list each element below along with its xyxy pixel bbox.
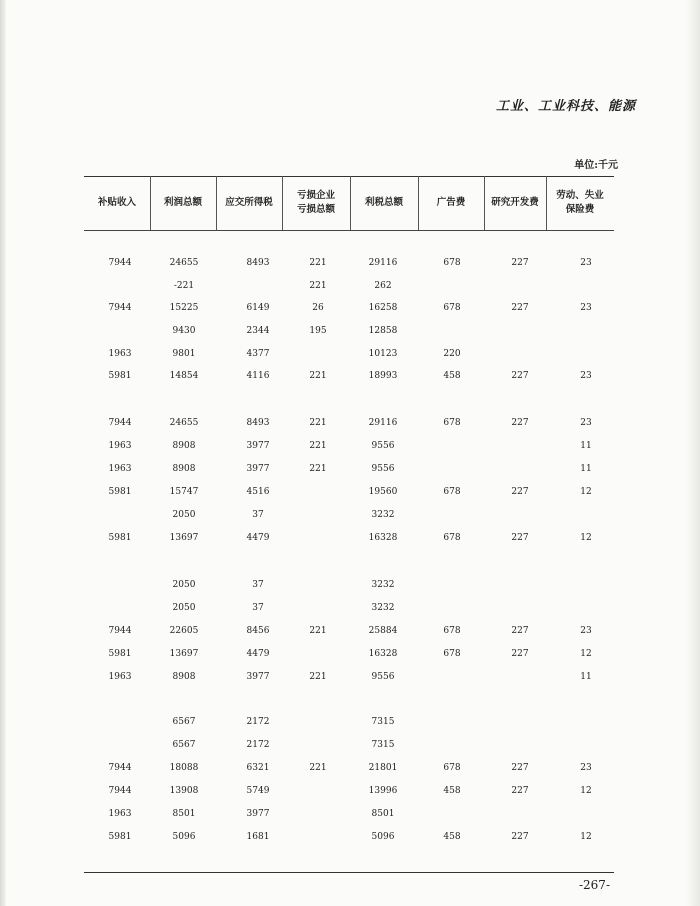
- table-cell: 23: [580, 371, 592, 381]
- column-divider: [546, 176, 547, 230]
- table-cell: 227: [511, 649, 529, 659]
- table-cell: 262: [374, 281, 392, 291]
- table-cell: 22605: [169, 626, 199, 636]
- table-cell: 6321: [246, 763, 270, 773]
- table-cell: 227: [511, 533, 529, 543]
- table-cell: 23: [580, 303, 592, 313]
- table-cell: 19560: [368, 487, 398, 497]
- table-cell: 678: [443, 533, 461, 543]
- column-divider: [418, 176, 419, 230]
- table-cell: 5981: [108, 371, 132, 381]
- table-cell: 37: [252, 580, 264, 590]
- scan-edge-right: [686, 0, 700, 906]
- column-header: 劳动、失业 保险费: [556, 190, 604, 215]
- table-cell: 18993: [368, 371, 398, 381]
- table-cell: 24655: [169, 418, 199, 428]
- table-row: [84, 717, 614, 733]
- table-cell: 4479: [246, 533, 270, 543]
- table-cell: 227: [511, 258, 529, 268]
- table-cell: 9556: [371, 441, 395, 451]
- table-cell: 37: [252, 510, 264, 520]
- table-cell: 3232: [371, 603, 395, 613]
- table-cell: 1963: [108, 809, 132, 819]
- table-cell: 15225: [169, 303, 199, 313]
- table-row: [84, 326, 614, 342]
- table-cell: 458: [443, 371, 461, 381]
- table-cell: 10123: [368, 349, 398, 359]
- table-cell: 3977: [246, 672, 270, 682]
- table-cell: 678: [443, 487, 461, 497]
- table-cell: 221: [309, 418, 327, 428]
- table-cell: 11: [580, 672, 592, 682]
- table-cell: 1963: [108, 464, 132, 474]
- table-cell: 29116: [368, 258, 398, 268]
- table-cell: 221: [309, 626, 327, 636]
- table-cell: 12: [580, 487, 592, 497]
- table-cell: 220: [443, 349, 461, 359]
- table-cell: 8908: [172, 672, 196, 682]
- table-cell: 12: [580, 649, 592, 659]
- table-cell: 3977: [246, 441, 270, 451]
- table-cell: 14854: [169, 371, 199, 381]
- table-cell: 6567: [172, 717, 196, 727]
- table-cell: 12: [580, 832, 592, 842]
- table-cell: 7315: [371, 740, 395, 750]
- table-cell: 195: [309, 326, 327, 336]
- table-cell: 6567: [172, 740, 196, 750]
- table-cell: 7944: [108, 626, 132, 636]
- table-cell: 4516: [246, 487, 270, 497]
- table-cell: 1963: [108, 672, 132, 682]
- table-cell: 37: [252, 603, 264, 613]
- table-row: [84, 464, 614, 480]
- table-cell: 11: [580, 464, 592, 474]
- table-cell: 221: [309, 258, 327, 268]
- column-header: 利税总额: [364, 197, 403, 209]
- table-cell: 227: [511, 303, 529, 313]
- table-cell: 5981: [108, 832, 132, 842]
- table-cell: 4377: [246, 349, 270, 359]
- table-cell: 1681: [246, 832, 270, 842]
- table-cell: 221: [309, 441, 327, 451]
- table-cell: 3977: [246, 464, 270, 474]
- column-divider: [484, 176, 485, 230]
- table-cell: 458: [443, 786, 461, 796]
- table-cell: 8493: [246, 418, 270, 428]
- table-cell: 3232: [371, 510, 395, 520]
- table-cell: 5096: [172, 832, 196, 842]
- table-cell: 13697: [169, 533, 199, 543]
- table-cell: 2344: [246, 326, 270, 336]
- unit-label: 单位:千元: [574, 160, 618, 171]
- table-row: [84, 303, 614, 319]
- table-cell: 5096: [371, 832, 395, 842]
- table-cell: 7944: [108, 258, 132, 268]
- table-cell: 8501: [172, 809, 196, 819]
- table-cell: 3977: [246, 809, 270, 819]
- table-cell: 5981: [108, 487, 132, 497]
- table-cell: 4116: [246, 371, 270, 381]
- table-row: [84, 809, 614, 825]
- table-cell: 458: [443, 832, 461, 842]
- table-header-rule: [84, 230, 614, 231]
- column-header: 利润总额: [163, 197, 202, 209]
- table-cell: 1963: [108, 441, 132, 451]
- table-cell: 13697: [169, 649, 199, 659]
- table-cell: 221: [309, 281, 327, 291]
- table-cell: 221: [309, 371, 327, 381]
- table-cell: 12: [580, 533, 592, 543]
- table-cell: 23: [580, 418, 592, 428]
- table-cell: 1963: [108, 349, 132, 359]
- table-row: [84, 763, 614, 779]
- table-cell: 7944: [108, 763, 132, 773]
- table-cell: 678: [443, 303, 461, 313]
- table-row: [84, 626, 614, 642]
- table-cell: 221: [309, 672, 327, 682]
- table-cell: 13908: [169, 786, 199, 796]
- table-cell: 678: [443, 763, 461, 773]
- table-cell: 9556: [371, 464, 395, 474]
- table-cell: 227: [511, 832, 529, 842]
- table-row: [84, 649, 614, 665]
- table-cell: 8493: [246, 258, 270, 268]
- table-cell: 5981: [108, 649, 132, 659]
- table-row: [84, 441, 614, 457]
- table-cell: 3232: [371, 580, 395, 590]
- table-cell: 7315: [371, 717, 395, 727]
- table-row: [84, 418, 614, 434]
- table-cell: 227: [511, 418, 529, 428]
- page-bottom-rule: [84, 872, 614, 873]
- table-cell: 227: [511, 763, 529, 773]
- table-cell: 12858: [368, 326, 398, 336]
- table-cell: 9801: [172, 349, 196, 359]
- table-row: [84, 740, 614, 756]
- table-cell: 25884: [368, 626, 398, 636]
- table-row: [84, 533, 614, 549]
- column-divider: [150, 176, 151, 230]
- table-cell: 227: [511, 371, 529, 381]
- table-cell: 8908: [172, 464, 196, 474]
- table-cell: 2172: [246, 717, 270, 727]
- table-cell: 678: [443, 258, 461, 268]
- table-row: [84, 580, 614, 596]
- table-cell: 678: [443, 626, 461, 636]
- column-header: 广告费: [436, 197, 466, 209]
- table-cell: 15747: [169, 487, 199, 497]
- table-cell: 26: [312, 303, 324, 313]
- running-header: 工业、工业科技、能源: [495, 99, 636, 114]
- table-cell: 227: [511, 487, 529, 497]
- table-cell: 8456: [246, 626, 270, 636]
- column-header: 应交所得税: [225, 197, 273, 209]
- table-cell: 5981: [108, 533, 132, 543]
- table-cell: 8501: [371, 809, 395, 819]
- table-row: [84, 487, 614, 503]
- table-row: [84, 371, 614, 387]
- table-cell: 678: [443, 649, 461, 659]
- table-row: [84, 281, 614, 297]
- table-cell: 16328: [368, 649, 398, 659]
- table-cell: 678: [443, 418, 461, 428]
- table-row: [84, 672, 614, 688]
- table-row: [84, 786, 614, 802]
- table-cell: 24655: [169, 258, 199, 268]
- page-number: -267-: [578, 878, 610, 892]
- table-cell: 221: [309, 464, 327, 474]
- table-cell: 29116: [368, 418, 398, 428]
- column-header: 亏损企业 亏损总额: [296, 190, 335, 215]
- table-cell: 23: [580, 626, 592, 636]
- table-cell: 23: [580, 763, 592, 773]
- table-cell: 9556: [371, 672, 395, 682]
- column-divider: [282, 176, 283, 230]
- table-cell: 18088: [169, 763, 199, 773]
- table-row: [84, 832, 614, 848]
- table-cell: 23: [580, 258, 592, 268]
- column-header: 补贴收入: [97, 197, 136, 209]
- table-row: [84, 349, 614, 365]
- column-divider: [216, 176, 217, 230]
- table-cell: 221: [309, 763, 327, 773]
- table-cell: 11: [580, 441, 592, 451]
- table-cell: 4479: [246, 649, 270, 659]
- table-cell: 5749: [246, 786, 270, 796]
- table-cell: 21801: [368, 763, 398, 773]
- table-cell: -221: [173, 281, 195, 291]
- table-cell: 227: [511, 626, 529, 636]
- table-cell: 2050: [172, 603, 196, 613]
- table-cell: 2050: [172, 580, 196, 590]
- table-cell: 13996: [368, 786, 398, 796]
- table-cell: 16328: [368, 533, 398, 543]
- table-cell: 16258: [368, 303, 398, 313]
- table-cell: 7944: [108, 303, 132, 313]
- table-cell: 227: [511, 786, 529, 796]
- table-cell: 9430: [172, 326, 196, 336]
- table-row: [84, 510, 614, 526]
- table-cell: 2172: [246, 740, 270, 750]
- column-divider: [350, 176, 351, 230]
- table-cell: 8908: [172, 441, 196, 451]
- table-cell: 6149: [246, 303, 270, 313]
- table-row: [84, 603, 614, 619]
- table-cell: 7944: [108, 786, 132, 796]
- table-row: [84, 258, 614, 274]
- scan-edge-left: [0, 0, 6, 906]
- table-cell: 2050: [172, 510, 196, 520]
- table-cell: 12: [580, 786, 592, 796]
- table-cell: 7944: [108, 418, 132, 428]
- column-header: 研究开发费: [491, 197, 539, 209]
